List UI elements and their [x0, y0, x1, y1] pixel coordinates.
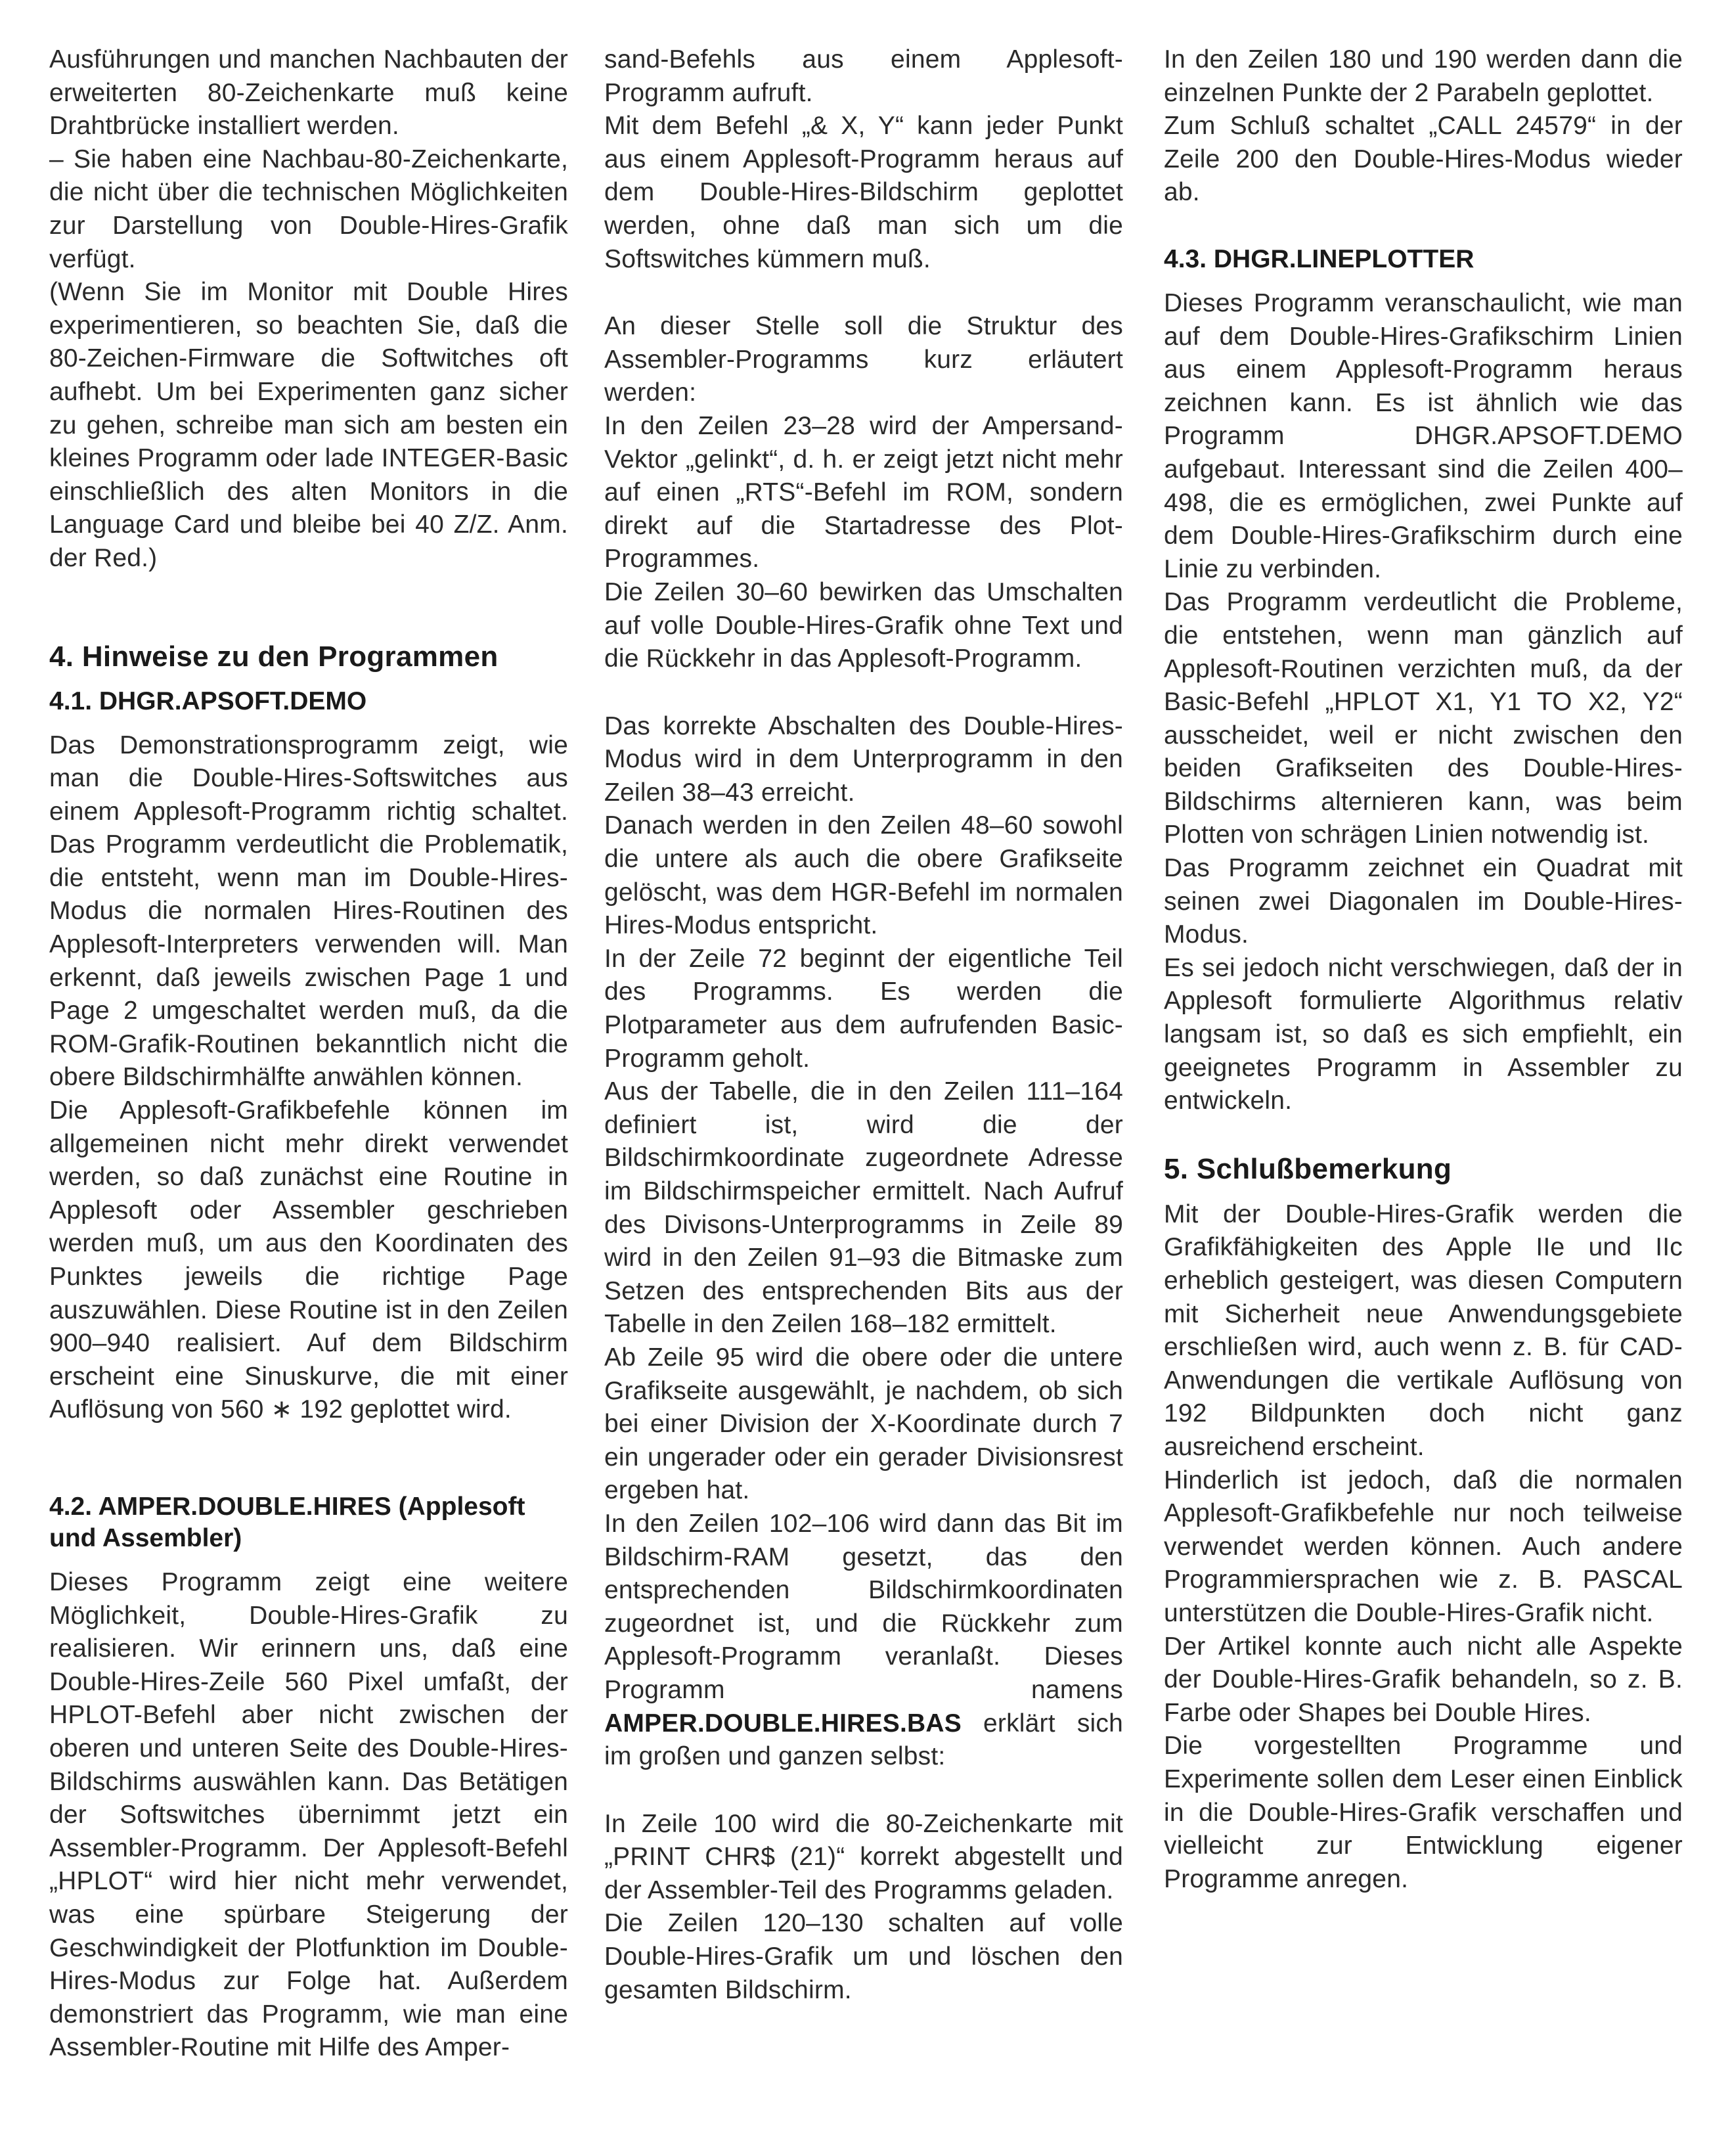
text-run: In den Zeilen 102–106 wird dann das Bit im Bildschirm-RAM gesetzt, das den entsprechenden Bildschirmkoordinaten zugeordnet ist, und die Rückkehr zum Applesoft-Programm veranlaßt. Dieses Programm namens: [604, 1509, 1123, 1704]
text-run: erklärt sich im großen und ganzen selbst:: [604, 1709, 1123, 1771]
paragraph: Die Zeilen 30–60 bewirken das Umschalten auf volle Double-Hires-Grafik ohne Text und die Rückkehr in das Applesoft-Programm.: [604, 577, 1123, 673]
section-heading-4: 4. Hinweise zu den Programmen: [49, 640, 499, 673]
column-3: [1164, 43, 1683, 1896]
paragraph: [604, 1508, 1123, 1774]
paragraph: In den Zeilen 23–28 wird der Ampersand-Vektor „gelinkt“, d. h. er zeigt jetzt nicht mehr auf einen „RTS“-Befehl im ROM, sondern direkt auf die Startadresse des Plot-Programmes.: [604, 411, 1123, 573]
paragraph: Dieses Programm veranschaulicht, wie man auf dem Double-Hires-Grafikschirm Linien aus einem Applesoft-Programm heraus zeichnen kann. Es ist ähnlich wie das Programm DHGR.APSOFT.DEMO aufgebaut. Interessant sind die Zeilen 400–498, die es ermöglichen, zwei Punkte auf dem Double-Hires-Grafikschirm durch eine Linie zu verbinden.: [1164, 288, 1683, 583]
paragraph: In Zeile 100 wird die 80-Zeichenkarte mit „PRINT CHR$ (21)“ korrekt abgestellt und der Assembler-Teil des Programms geladen.: [604, 1809, 1123, 1904]
paragraph: (Wenn Sie im Monitor mit Double Hires experimentieren, so beachten Sie, daß die 80-Zeichen-Firmware die Softwitches oft aufhebt. Um bei Experimenten ganz sicher zu gehen, schreibe man sich am besten ein kleines Programm oder lade INTEGER-Basic einschließlich des alten Monitors in die Language Card und bleibe bei 40 Z/Z. Anm. der Red.): [49, 278, 568, 572]
paragraph: Ausführungen und manchen Nachbauten der erweiterten 80-Zeichenkarte muß keine Drahtbrücke installiert werden.: [49, 45, 568, 141]
paragraph: Ab Zeile 95 wird die obere oder die untere Grafikseite ausgewählt, je nachdem, ob sich bei einer Division der X-Koordinate durch 7 ein ungerader oder ein gerader Divisionsrest ergeben hat.: [604, 1343, 1123, 1505]
paragraph: Das korrekte Abschalten des Double-Hires-Modus wird in dem Unterprogramm in den Zeilen 38–43 erreicht.: [604, 711, 1123, 807]
section-heading-5: 5. Schlußbemerkung: [1164, 1152, 1452, 1185]
subsection-heading-4-2: 4.2. AMPER.DOUBLE.HIRES (Applesoft und Assembler): [49, 1492, 525, 1552]
paragraph: Hinderlich ist jedoch, daß die normalen Applesoft-Grafikbefehle nur noch teilweise verwendet werden können. Auch andere Programmiersprachen wie z. B. PASCAL unterstützen die Double-Hires-Grafik nicht.: [1164, 1466, 1683, 1627]
paragraph: Zum Schluß schaltet „CALL 24579“ in der Zeile 200 den Double-Hires-Modus wieder ab.: [1164, 112, 1683, 207]
paragraph: – Sie haben eine Nachbau-80-Zeichenkarte, die nicht über die technischen Möglichkeiten zur Darstellung von Double-Hires-Grafik verfügt.: [49, 145, 568, 273]
paragraph: In den Zeilen 180 und 190 werden dann die einzelnen Punkte der 2 Parabeln geplottet.: [1164, 45, 1683, 107]
paragraph: Das Programm verdeutlicht die Probleme, die entstehen, wenn man gänzlich auf Applesoft-Routinen verzichten muß, da der Basic-Befehl „HPLOT X1, Y1 TO X2, Y2“ ausscheidet, weil er nicht zwischen den beiden Grafikseiten des Double-Hires-Bildschirms alternieren kann, was beim Plotten von schrägen Linien notwendig ist.: [1164, 588, 1683, 849]
paragraph: In der Zeile 72 beginnt der eigentliche Teil des Programms. Es werden die Plotparameter aus dem aufrufenden Basic-Programm geholt.: [604, 944, 1123, 1073]
paragraph: Mit der Double-Hires-Grafik werden die Grafikfähigkeiten des Apple IIe und IIc erheblich gesteigert, was diesen Computern mit Sicherheit neue Anwendungsgebiete erschließen wird, auch wenn z. B. für CAD-Anwendungen die vertikale Auflösung von 192 Bildpunkten doch nicht ganz ausreichend erscheint.: [1164, 1200, 1683, 1461]
program-name: AMPER.DOUBLE.HIRES.BAS: [604, 1709, 962, 1738]
column-2: [604, 43, 1123, 2007]
paragraph: sand-Befehls aus einem Applesoft-Programm aufruft.: [604, 45, 1123, 107]
paragraph: Die vorgestellten Programme und Experimente sollen dem Leser einen Einblick in die Double-Hires-Grafik verschaffen und vielleicht zur Entwicklung eigener Programme anregen.: [1164, 1732, 1683, 1893]
column-1: [49, 43, 568, 2065]
paragraph: Es sei jedoch nicht verschwiegen, daß der in Applesoft formulierte Algorithmus relativ langsam ist, so daß es sich empfiehlt, ein geeignetes Programm in Assembler zu entwickeln.: [1164, 953, 1683, 1115]
paragraph: Der Artikel konnte auch nicht alle Aspekte der Double-Hires-Grafik behandeln, so z. B. Farbe oder Shapes bei Double Hires.: [1164, 1632, 1683, 1727]
paragraph: Dieses Programm zeigt eine weitere Möglichkeit, Double-Hires-Grafik zu realisieren. Wir erinnern uns, daß eine Double-Hires-Zeile 560 Pixel umfaßt, der HPLOT-Befehl aber nicht zwischen der oberen und unteren Seite des Double-Hires-Bildschirms auswählen kann. Das Betätigen der Softswitches übernimmt jetzt ein Assembler-Programm. Der Applesoft-Befehl „HPLOT“ wird hier nicht mehr verwendet, was eine spürbare Steigerung der Geschwindigkeit der Plotfunktion im Double-Hires-Modus zur Folge hat. Außerdem demonstriert das Programm, wie man eine Assembler-Routine mit Hilfe des Amper-: [49, 1567, 568, 2062]
paragraph: An dieser Stelle soll die Struktur des Assembler-Programms kurz erläutert werden:: [604, 312, 1123, 407]
paragraph: Aus der Tabelle, die in den Zeilen 111–164 definiert ist, wird die der Bildschirmkoordinate zugeordnete Adresse im Bildschirmspeicher ermittelt. Nach Aufruf des Divisons-Unterprogramms in Zeile 89 wird in den Zeilen 91–93 die Bitmaske zum Setzen des entsprechenden Bits aus der Tabelle in den Zeilen 168–182 ermittelt.: [604, 1077, 1123, 1339]
paragraph: Danach werden in den Zeilen 48–60 sowohl die untere als auch die obere Grafikseite gelöscht, was dem HGR-Befehl im normalen Hires-Modus entspricht.: [604, 811, 1123, 940]
subsection-heading-4-3: 4.3. DHGR.LINEPLOTTER: [1164, 244, 1475, 273]
paragraph: Die Applesoft-Grafikbefehle können im allgemeinen nicht mehr direkt verwendet werden, so daß zunächst eine Routine in Applesoft oder Assembler geschrieben werden muß, um aus den Koordinaten des Punktes jeweils die richtige Page auszuwählen. Diese Routine ist in den Zeilen 900–940 realisiert. Auf dem Bildschirm erscheint eine Sinuskurve, die mit einer Auflösung von 560 ∗ 192 geplottet wird.: [49, 1096, 568, 1424]
paragraph: Mit dem Befehl „& X, Y“ kann jeder Punkt aus einem Applesoft-Programm heraus auf dem Double-Hires-Bildschirm geplottet werden, ohne daß man sich um die Softswitches kümmern muß.: [604, 112, 1123, 273]
paragraph: Die Zeilen 120–130 schalten auf volle Double-Hires-Grafik um und löschen den gesamten Bildschirm.: [604, 1909, 1123, 2004]
paragraph: Das Demonstrationsprogramm zeigt, wie man die Double-Hires-Softswitches aus einem Applesoft-Programm richtig schaltet. Das Programm verdeutlicht die Problematik, die entsteht, wenn man im Double-Hires-Modus die normalen Hires-Routinen des Applesoft-Interpreters verwenden will. Man erkennt, daß jeweils zwischen Page 1 und Page 2 umgeschaltet werden muß, da die ROM-Grafik-Routinen bekanntlich nicht die obere Bildschirmhälfte anwählen können.: [49, 730, 568, 1092]
subsection-heading-4-1: 4.1. DHGR.APSOFT.DEMO: [49, 686, 367, 715]
paragraph: Das Programm zeichnet ein Quadrat mit seinen zwei Diagonalen im Double-Hires-Modus.: [1164, 854, 1683, 949]
